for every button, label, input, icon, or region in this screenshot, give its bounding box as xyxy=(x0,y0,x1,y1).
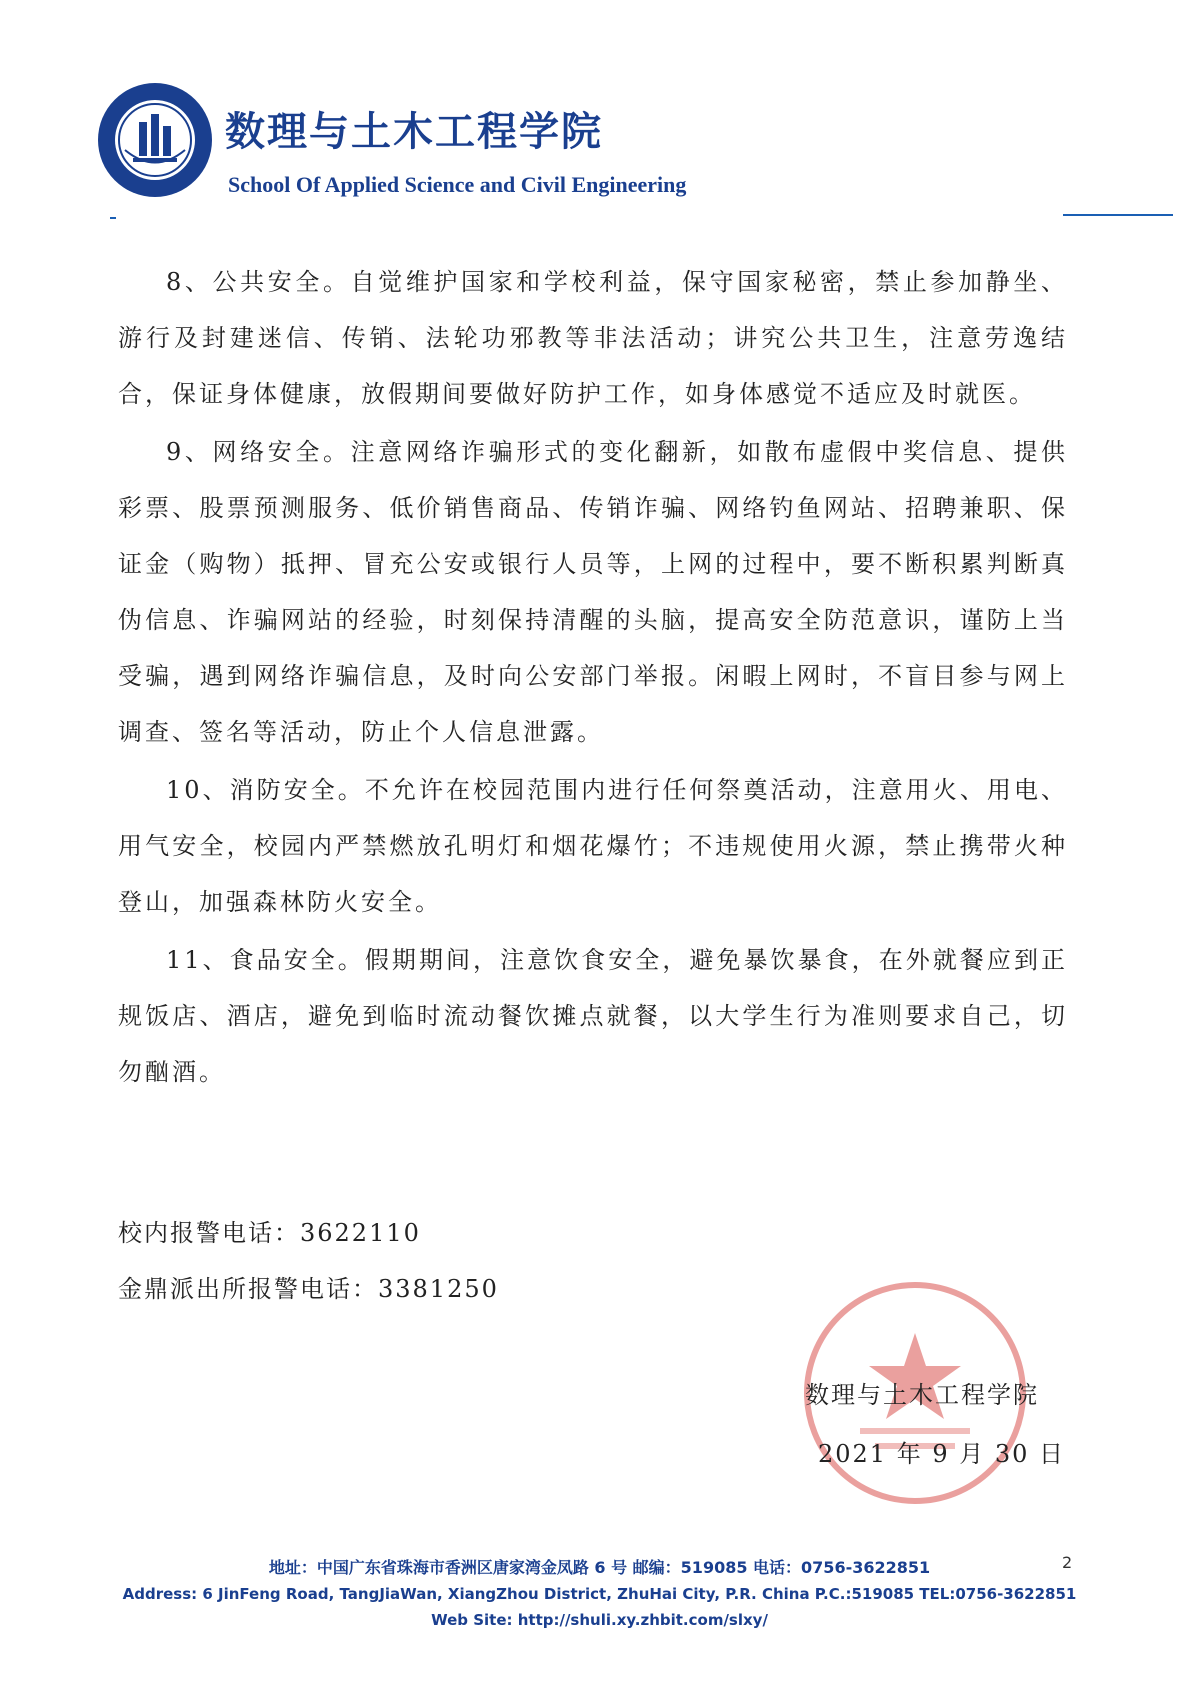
header-rule-left xyxy=(110,217,116,219)
footer-website: Web Site: http://shuli.xy.zhbit.com/slxy/ xyxy=(431,1611,768,1629)
paragraph-network-safety: 9、网络安全。注意网络诈骗形式的变化翻新，如散布虚假中奖信息、提供彩票、股票预测服务、低价销售商品、传销诈骗、网络钓鱼网站、招聘兼职、保证金（购物）抵押、冒充公安或银行人员等，上网的过程中，要不断积累判断真伪信息、诈骗网站的经验，时刻保持清醒的头脑，提高安全防范意识，谨防上当受骗，遇到网络诈骗信息，及时向公安部门举报。闲暇上网时，不盲目参与网上调查、签名等活动，防止个人信息泄露。 xyxy=(118,438,1068,746)
header-rule-right xyxy=(1063,214,1173,216)
paragraph-food-safety: 11、食品安全。假期期间，注意饮食安全，避免暴饮暴食，在外就餐应到正规饭店、酒店，避免到临时流动餐饮摊点就餐，以大学生行为准则要求自己，切勿酗酒。 xyxy=(118,946,1068,1086)
page-number: 2 xyxy=(1062,1553,1073,1572)
emergency-contacts xyxy=(118,1205,499,1317)
footer xyxy=(0,1555,1199,1633)
footer-address-cn: 地址：中国广东省珠海市香洲区唐家湾金凤路 6 号 邮编：519085 电话：0756-3622851 xyxy=(268,1558,931,1577)
school-title-cn: 数理与土木工程学院 xyxy=(225,109,603,155)
signature-org: 数理与土木工程学院 xyxy=(805,1381,1039,1409)
campus-alarm-phone: 校内报警电话：3622110 xyxy=(118,1219,421,1247)
paragraph-public-safety: 8、公共安全。自觉维护国家和学校利益，保守国家秘密，禁止参加静坐、游行及封建迷信、传销、法轮功邪教等非法活动；讲究公共卫生，注意劳逸结合，保证身体健康，放假期间要做好防护工作，如身体感觉不适应及时就医。 xyxy=(118,268,1068,408)
notice-body xyxy=(118,254,1068,1102)
letterhead xyxy=(95,80,1185,230)
school-title-en: School Of Applied Science and Civil Engineering xyxy=(228,172,687,197)
police-station-phone: 金鼎派出所报警电话：3381250 xyxy=(118,1275,499,1303)
footer-address-en: Address: 6 JinFeng Road, TangJiaWan, XiangZhou District, ZhuHai City, P.R. China P.C.:519085 TEL:0756-3622851 xyxy=(122,1585,1077,1603)
paragraph-fire-safety: 10、消防安全。不允许在校园范围内进行任何祭奠活动，注意用火、用电、用气安全，校园内严禁燃放孔明灯和烟花爆竹；不违规使用火源，禁止携带火种登山，加强森林防火安全。 xyxy=(118,776,1068,916)
signature-date: 2021 年 9 月 30 日 xyxy=(818,1440,1066,1468)
school-logo-icon xyxy=(95,80,215,200)
